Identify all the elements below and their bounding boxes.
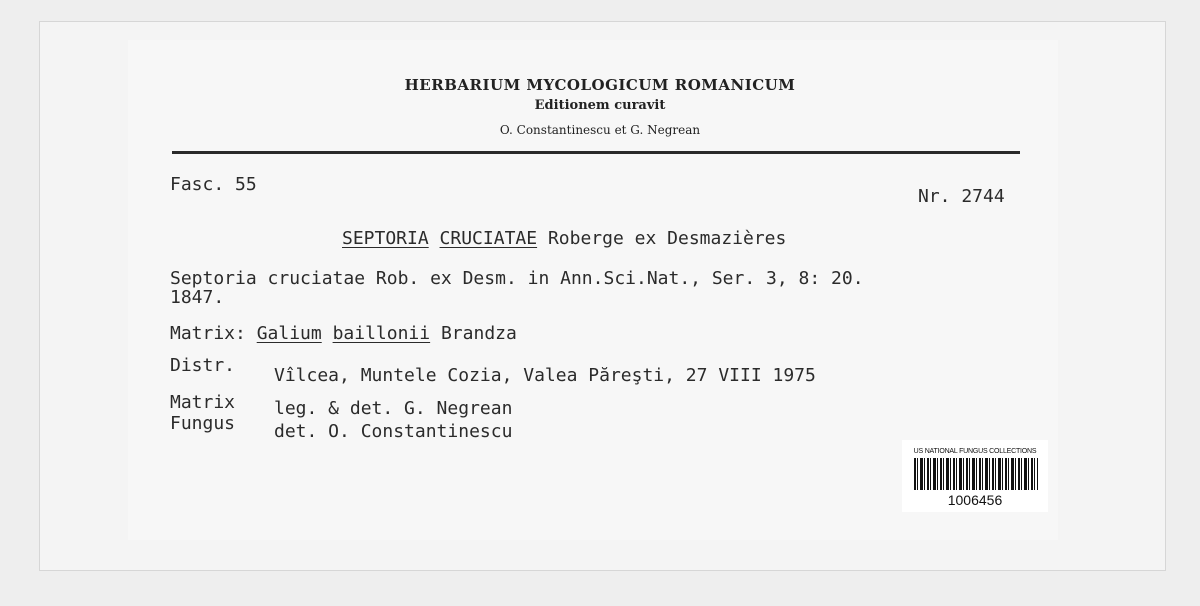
matrix-epithet: baillonii [332,323,431,344]
collector-label-matrix: Matrix [170,392,236,413]
distr-label: Distr. [170,355,236,376]
collector-label-fungus: Fungus [170,413,236,434]
species-authority: Roberge ex Desmazières [547,228,787,249]
matrix-label: Matrix: [170,323,246,344]
barcode-icon [914,458,1038,490]
header-rule [172,151,1020,154]
distr-text: Vîlcea, Muntele Cozia, Valea Păreşti, 27 VIII 1975 [274,365,816,386]
barcode-number: 1006456 [947,492,1003,508]
species-name [342,228,786,249]
matrix-line [170,323,517,344]
matrix-authority: Brandza [440,323,517,344]
herbarium-title: HERBARIUM MYCOLOGICUM ROMANICUM [404,76,796,94]
editors-names: O. Constantinescu et G. Negrean [499,123,701,137]
fascicle-number: Fasc. 55 [170,174,257,195]
matrix-genus: Galium [256,323,322,344]
collector-text-matrix: leg. & det. G. Negrean [274,398,513,419]
species-genus: SEPTORIA [342,228,429,249]
exsiccata-number: Nr. 2744 [918,186,1005,207]
barcode-title: US NATIONAL FUNGUS COLLECTIONS [913,448,1037,455]
editor-line: Editionem curavit [534,98,666,113]
species-epithet: CRUCIATAE [439,228,538,249]
collector-text-fungus: det. O. Constantinescu [274,421,513,442]
citation-line-1: Septoria cruciatae Rob. ex Desm. in Ann.Sci.Nat., Ser. 3, 8: 20. [170,268,864,289]
barcode-label [902,440,1048,512]
citation-line-2: 1847. [170,287,225,308]
